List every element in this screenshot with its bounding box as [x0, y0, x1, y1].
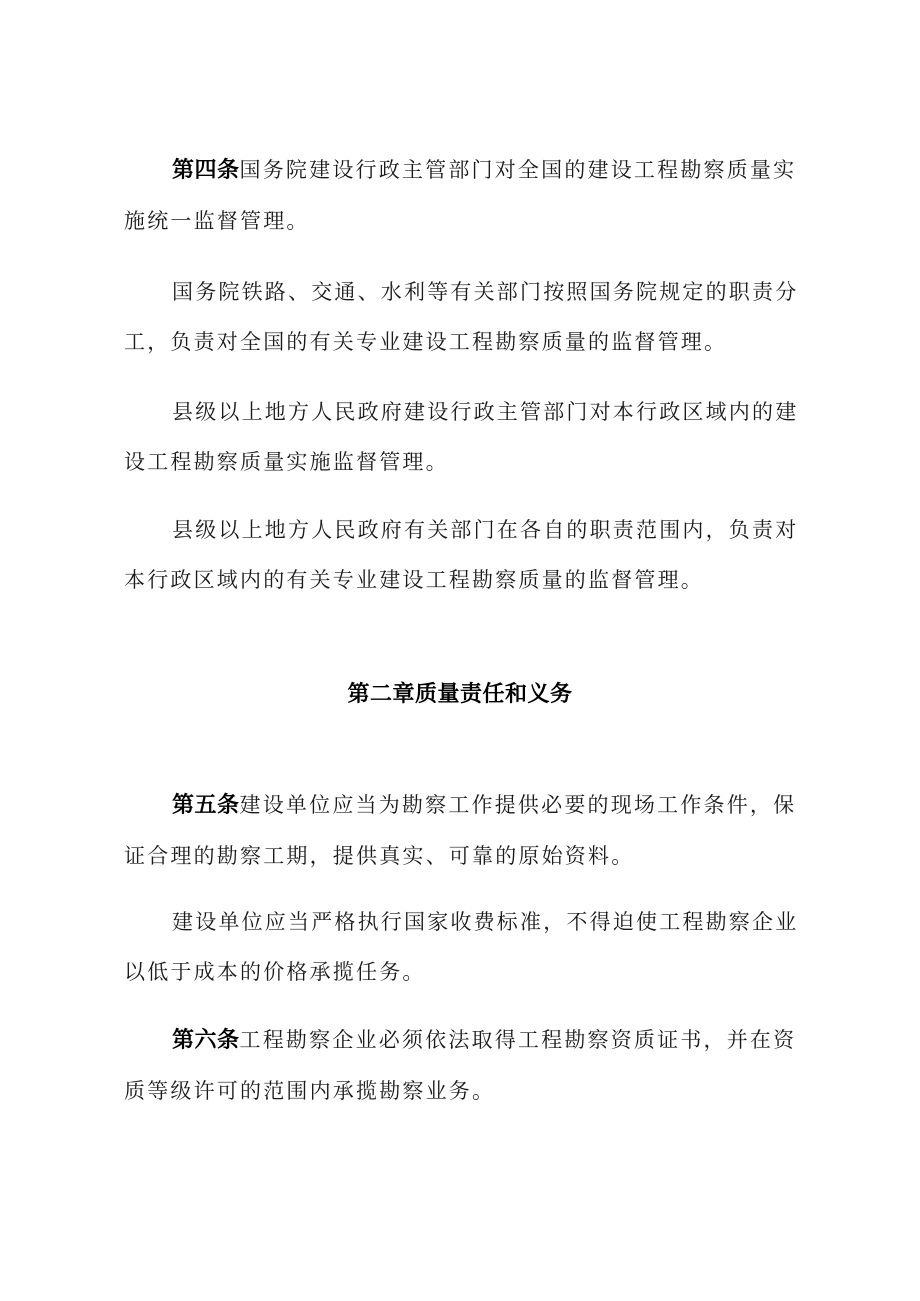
article-5-paragraph [124, 780, 804, 881]
article-6-paragraph [124, 1015, 804, 1116]
article-4-label: 第四条 [172, 158, 240, 183]
article-6-label: 第六条 [172, 1028, 240, 1053]
article-5-label: 第五条 [172, 793, 240, 818]
article-5-text: 建设单位应当为勘察工作提供必要的现场工作条件，保证合理的勘察工期，提供真实、可靠的原始资料。 [124, 793, 797, 868]
paragraph-county-related-depts: 县级以上地方人民政府有关部门在各自的职责范围内，负责对本行政区域内的有关专业建设工程勘察质量的监督管理。 [124, 518, 799, 592]
article-4-text: 国务院建设行政主管部门对全国的建设工程勘察质量实施统一监督管理。 [124, 158, 797, 233]
paragraph-county-construction-dept: 县级以上地方人民政府建设行政主管部门对本行政区域内的建设工程勘察质量实施监督管理。 [124, 400, 799, 474]
paragraph-fee-standards: 建设单位应当严格执行国家收费标准，不得迫使工程勘察企业以低于成本的价格承揽任务。 [124, 910, 799, 984]
paragraph-railway-departments: 国务院铁路、交通、水利等有关部门按照国务院规定的职责分工，负责对全国的有关专业建设工程勘察质量的监督管理。 [124, 280, 799, 354]
article-4-paragraph [124, 145, 804, 246]
article-6-text: 工程勘察企业必须依法取得工程勘察资质证书，并在资质等级许可的范围内承揽勘察业务。 [124, 1028, 797, 1103]
chapter-2-heading: 第二章质量责任和义务 [347, 682, 573, 707]
